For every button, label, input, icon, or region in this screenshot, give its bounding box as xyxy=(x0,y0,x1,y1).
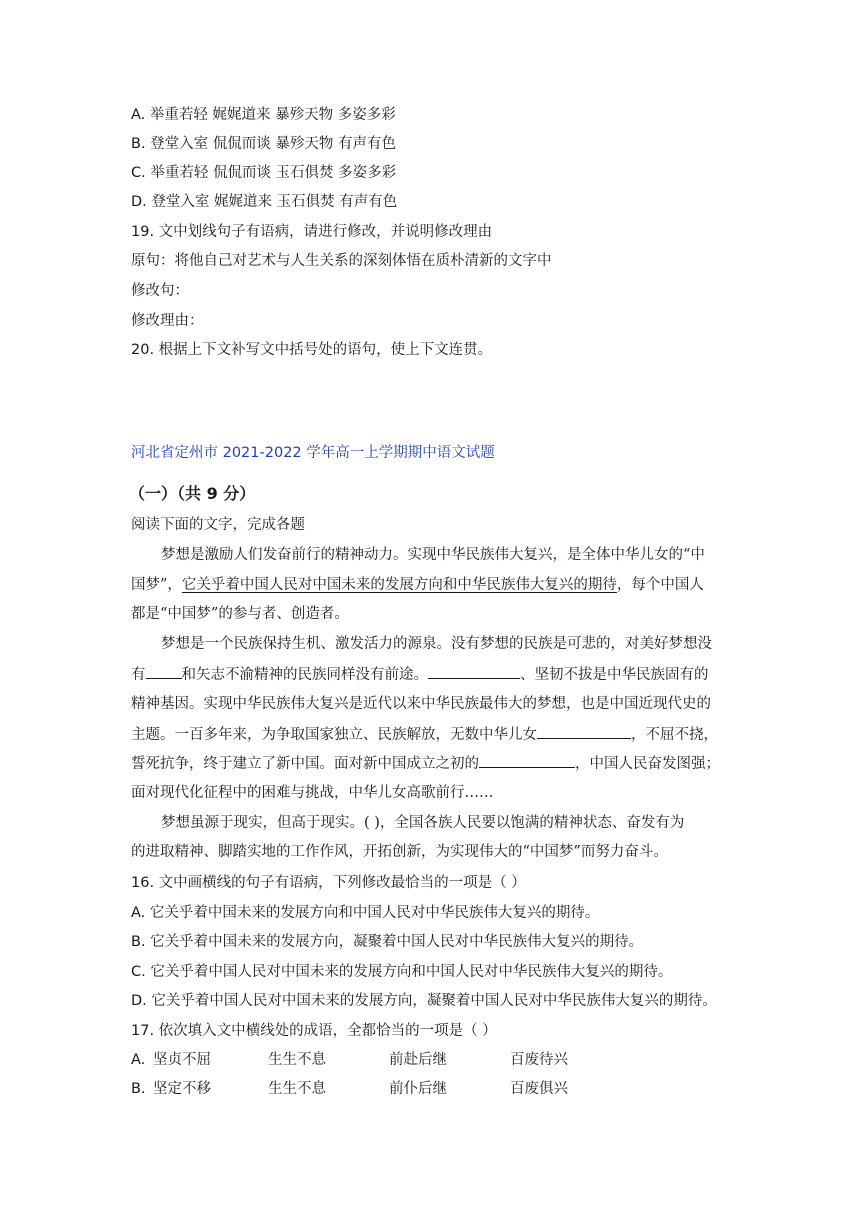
passage-p2-line4 xyxy=(131,724,718,745)
q19-revised-label: 修改句： xyxy=(131,283,189,299)
section-heading: （一）（共 9 分） xyxy=(129,484,256,503)
underlined-sentence: 它关乎着中国人民对中国未来的发展方向和中华民族伟大复兴的期待 xyxy=(181,577,617,593)
reading-instruction: 阅读下面的文字，完成各题 xyxy=(131,517,305,533)
idiom-1: 坚定不移 xyxy=(153,1081,211,1097)
q16-option-a: A. 它关乎着中国未来的发展方向和中国人民对中华民族伟大复兴的期待。 xyxy=(131,905,600,921)
passage-text: ，中国人民奋发图强； xyxy=(575,756,720,772)
fill-blank-2 xyxy=(428,664,520,679)
q20-stem: 20. 根据上下文补写文中括号处的语句，使上下文连贯。 xyxy=(131,342,493,358)
q16-option-b: B. 它关乎着中国未来的发展方向，凝聚着中国人民对中华民族伟大复兴的期待。 xyxy=(131,934,644,950)
q16-stem: 16. 文中画横线的句子有语病，下列修改最恰当的一项是（ ） xyxy=(131,875,526,891)
passage-p1-line3: 都是“中国梦”的参与者、创造者。 xyxy=(131,606,349,622)
source-title: 河北省定州市 2021-2022 学年高一上学期期中语文试题 xyxy=(131,445,495,461)
passage-p3-line1: 梦想虽源于现实，但高于现实。( )，全国各族人民要以饱满的精神状态、奋发有为 xyxy=(161,815,685,831)
passage-text: 、坚韧不拔是中华民族固有的 xyxy=(520,667,709,683)
passage-text: 和矢志不渝精神的民族同样没有前途。 xyxy=(181,667,428,683)
passage-text: 誓死抗争，终于建立了新中国。面对新中国成立之初的 xyxy=(131,756,479,772)
option-letter: B. xyxy=(131,1081,146,1097)
q18-option-d: D. 登堂入室 娓娓道来 玉石俱焚 有声有色 xyxy=(131,194,398,210)
q18-option-b: B. 登堂入室 侃侃而谈 暴殄天物 有声有色 xyxy=(131,136,396,152)
passage-text: ，不屈不挠， xyxy=(631,727,718,743)
idiom-2: 生生不息 xyxy=(268,1052,326,1068)
idiom-2: 生生不息 xyxy=(268,1081,326,1097)
idiom-4: 百废待兴 xyxy=(510,1052,568,1068)
q19-original-sentence: 原句：将他自己对艺术与人生关系的深刻体悟在质朴清新的文字中 xyxy=(131,253,552,269)
passage-text: 国梦”， xyxy=(131,577,182,593)
passage-p1-line2 xyxy=(131,575,704,595)
idiom-4: 百废俱兴 xyxy=(510,1081,568,1097)
passage-p1-line1: 梦想是激励人们发奋前行的精神动力。实现中华民族伟大复兴，是全体中华儿女的“中 xyxy=(161,547,705,563)
q18-option-a: A. 举重若轻 娓娓道来 暴殄天物 多姿多彩 xyxy=(131,107,396,123)
passage-p2-line5 xyxy=(131,753,720,774)
idiom-3: 前赴后继 xyxy=(389,1052,447,1068)
option-letter: A. xyxy=(131,1052,146,1068)
passage-p2-line3: 精神基因。实现中华民族伟大复兴是近代以来中华民族最伟大的梦想，也是中国近现代史的 xyxy=(131,696,711,712)
passage-p3-line2: 的进取精神、脚踏实地的工作作风，开拓创新，为实现伟大的“中国梦”而努力奋斗。 xyxy=(131,844,668,860)
passage-text: 有 xyxy=(131,667,146,683)
idiom-3: 前仆后继 xyxy=(389,1081,447,1097)
q16-option-c: C. 它关乎着中国人民对中国未来的发展方向和中国人民对中华民族伟大复兴的期待。 xyxy=(131,964,673,980)
q19-stem: 19. 文中划线句子有语病，请进行修改，并说明修改理由 xyxy=(131,224,493,240)
passage-text: 主题。一百多年来，为争取国家独立、民族解放，无数中华儿女 xyxy=(131,727,537,743)
fill-blank-3 xyxy=(537,724,631,739)
q17-stem: 17. 依次填入文中横线处的成语，全都恰当的一项是（ ） xyxy=(131,1023,497,1039)
q19-reason-label: 修改理由： xyxy=(131,313,204,329)
q16-option-d: D. 它关乎着中国人民对中国未来的发展方向，凝聚着中国人民对中华民族伟大复兴的期待。 xyxy=(131,993,717,1009)
passage-p2-line6: 面对现代化征程中的困难与挑战，中华儿女高歌前行…… xyxy=(131,785,494,801)
passage-p2-line1: 梦想是一个民族保持生机、激发活力的源泉。没有梦想的民族是可悲的，对美好梦想没 xyxy=(161,636,712,652)
passage-text: ，每个中国人 xyxy=(616,577,704,593)
fill-blank-1 xyxy=(146,664,182,679)
passage-p2-line2 xyxy=(131,664,709,685)
fill-blank-4 xyxy=(479,753,575,768)
q18-option-c: C. 举重若轻 侃侃而谈 玉石俱焚 多姿多彩 xyxy=(131,165,397,181)
idiom-1: 坚贞不屈 xyxy=(153,1052,211,1068)
